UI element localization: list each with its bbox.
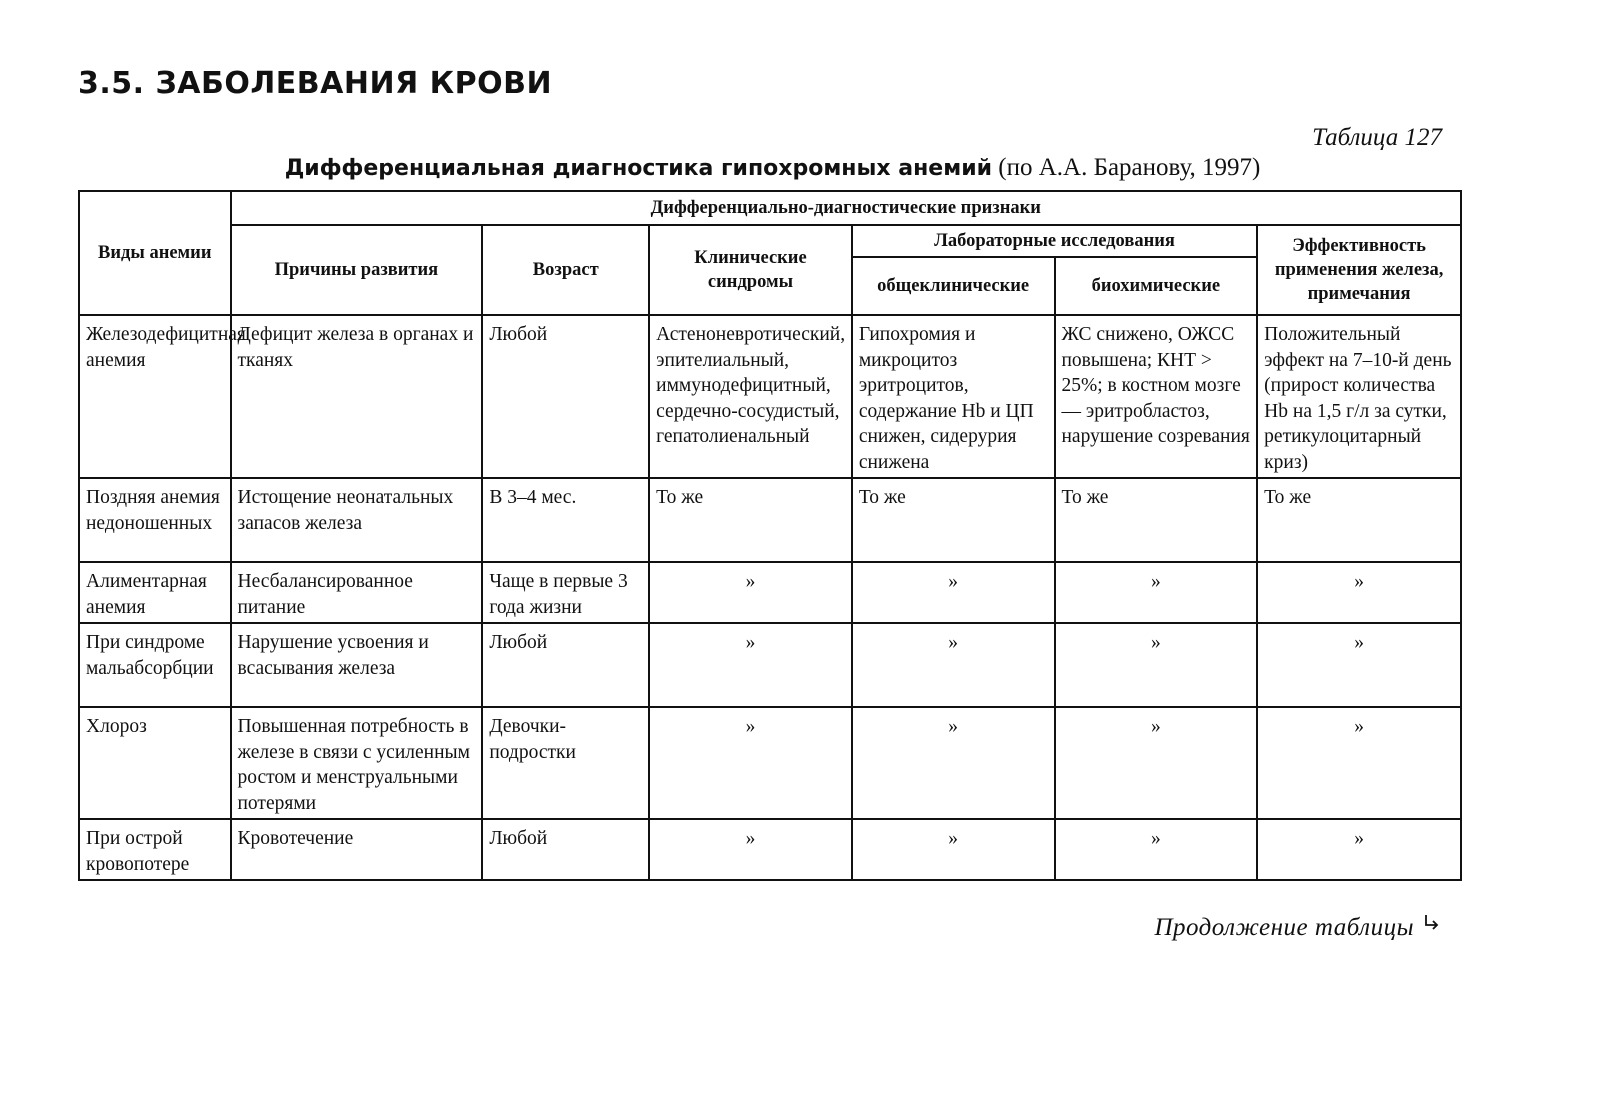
cell-biochem: » [1055,623,1258,707]
anemia-table [78,190,1462,881]
cell-type: Хлороз [79,707,231,819]
table-row [79,478,1461,562]
cell-causes: Повышенная потребность в железе в связи с усиленным ростом и менструальными потерями [231,707,483,819]
header-causes: Причины развития [231,225,483,315]
cell-clinical: » [649,623,852,707]
cell-type: Алиментарная анемия [79,562,231,623]
cell-type: Поздняя анемия недоношенных [79,478,231,562]
cell-clinical: Астеноневротический, эпителиальный, иммунодефицитный, сердечно-сосудистый, гепатолиенальный [649,315,852,478]
cell-causes: Несбалансированное питание [231,562,483,623]
cell-iron: » [1257,707,1461,819]
cell-biochem: То же [1055,478,1258,562]
cell-causes: Кровотечение [231,819,483,880]
header-types: Виды анемии [79,191,231,315]
cell-clinical: » [649,819,852,880]
cell-biochem: » [1055,707,1258,819]
table-row [79,707,1461,819]
cell-biochem: » [1055,819,1258,880]
table-row [79,315,1461,478]
cell-general: » [852,623,1055,707]
cell-type: Железодефицитная анемия [79,315,231,478]
cell-clinical: » [649,562,852,623]
cell-iron: » [1257,623,1461,707]
cell-general: Гипохромия и микроцитоз эритроцитов, содержание Hb и ЦП снижен, сидерурия снижена [852,315,1055,478]
table-row [79,562,1461,623]
cell-biochem: ЖС снижено, ОЖСС повышена; КНТ > 25%; в костном мозге — эритробластоз, нарушение созревания [1055,315,1258,478]
cell-clinical: То же [649,478,852,562]
header-clinical: Клинические синдромы [649,225,852,315]
header-lab: Лабораторные исследования [852,225,1257,257]
table-number: Таблица 127 [1312,124,1442,151]
section-heading: 3.5. ЗАБОЛЕВАНИЯ КРОВИ [78,66,553,101]
table-row [79,819,1461,880]
table-caption [0,154,1545,182]
cell-age: Чаще в первые 3 года жизни [482,562,649,623]
header-biochem: биохимические [1055,257,1258,315]
cell-age: Девочки-подростки [482,707,649,819]
header-age: Возраст [482,225,649,315]
caption-title: Дифференциальная диагностика гипохромных анемий [284,156,993,181]
cell-iron: » [1257,562,1461,623]
cell-general: » [852,819,1055,880]
cell-type: При острой кровопотере [79,819,231,880]
arrow-down-right-icon [1422,913,1442,942]
cell-causes: Дефицит железа в органах и тканях [231,315,483,478]
header-general: общеклинические [852,257,1055,315]
cell-iron: Положительный эффект на 7–10-й день (прирост количества Hb на 1,5 г/л за сутки, ретикулоцитарный криз) [1257,315,1461,478]
cell-biochem: » [1055,562,1258,623]
cell-iron: То же [1257,478,1461,562]
continuation-note [1154,913,1442,942]
cell-age: В 3–4 мес. [482,478,649,562]
table-row [79,623,1461,707]
header-iron: Эффективность применения железа, примечания [1257,225,1461,315]
cell-clinical: » [649,707,852,819]
cell-general: » [852,707,1055,819]
cell-general: » [852,562,1055,623]
header-diff-signs: Дифференциально-диагностические признаки [231,191,1462,225]
cell-iron: » [1257,819,1461,880]
cell-causes: Истощение неонатальных запасов железа [231,478,483,562]
cell-general: То же [852,478,1055,562]
cell-type: При синдроме мальабсорбции [79,623,231,707]
cell-age: Любой [482,623,649,707]
cell-age: Любой [482,315,649,478]
continuation-text: Продолжение таблицы [1154,914,1414,941]
cell-causes: Нарушение усвоения и всасывания железа [231,623,483,707]
caption-source: (по А.А. Баранову, 1997) [992,154,1261,181]
cell-age: Любой [482,819,649,880]
